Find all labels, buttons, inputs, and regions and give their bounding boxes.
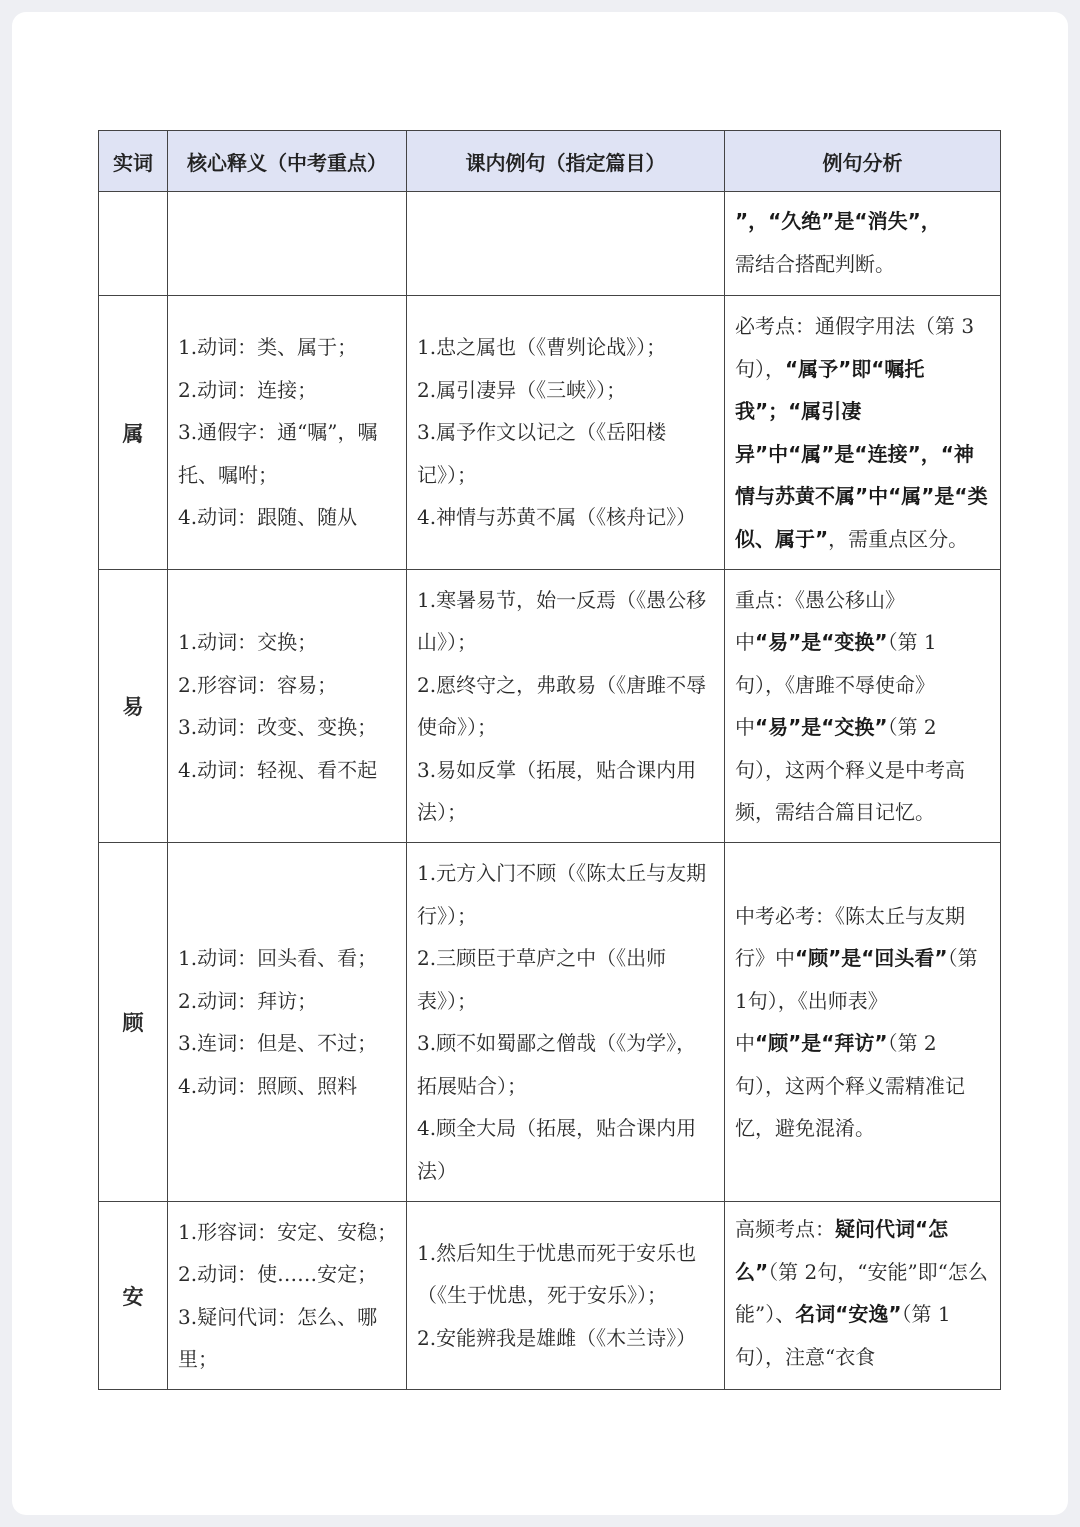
example-cell [407, 192, 725, 296]
analysis-text: （第 1 句），《唐雎不辱使命》中 [735, 630, 937, 739]
meaning-item: 1.动词：回头看、看； [178, 946, 378, 970]
meaning-item: 4.动词：轻视、看不起 [178, 757, 378, 782]
table-row [99, 570, 1001, 843]
analysis-text: ，需重点区分。 [828, 526, 969, 551]
word-cell: 顾 [99, 843, 168, 1202]
example-item: 2.安能辨我是雄雌（《木兰诗》） [417, 1325, 697, 1350]
word-cell [99, 192, 168, 296]
analysis-text: 需结合搭配判断。 [735, 251, 895, 276]
example-item: 1.然后知生于忧患而死于安乐也（《生于忧患，死于安乐》）； [417, 1240, 697, 1308]
analysis-bold-text: “易”是“变换” [755, 630, 888, 654]
analysis-text: 中考必考：《陈太丘与友期行》中 [735, 903, 965, 970]
meaning-item: 1.动词：交换； [178, 630, 318, 654]
analysis-text: （第 2句，“安能”即“怎么能”）、 [735, 1259, 988, 1326]
table-row [99, 192, 1001, 296]
analysis-bold-text: “顾”是“拜访” [755, 1031, 888, 1055]
word-cell: 属 [99, 296, 168, 570]
table-header-row [99, 131, 1001, 192]
meaning-item: 1.形容词：安定、安稳； [178, 1219, 398, 1244]
header-example-analysis: 例句分析 [725, 131, 1001, 192]
meaning-item: 3.通假字：通“嘱”，嘱托、嘱咐； [178, 420, 378, 487]
analysis-text: 高频考点： [735, 1217, 835, 1241]
analysis-bold-text: “顾”是“回头看” [795, 946, 948, 970]
analysis-bold-text: “属予”即“嘱托我”；“属引凄异”中“属”是“连接”，“神情与苏黄不属”中“属”是“类似、属于” [735, 356, 988, 551]
example-cell [407, 570, 725, 843]
analysis-cell [725, 843, 1001, 1202]
document-page [12, 12, 1068, 1515]
example-item: 3.属予作文以记之（《岳阳楼记》）； [417, 420, 667, 487]
example-cell [407, 843, 725, 1202]
example-item: 4.神情与苏黄不属（《核舟记》） [417, 505, 697, 530]
analysis-text: 必考点：通假字用法（第 3 句）， [735, 314, 975, 381]
meaning-item: 4.动词：跟随、随从 [178, 505, 358, 530]
example-item: 1.忠之属也（《曹刿论战》）； [417, 335, 667, 360]
meaning-cell [168, 843, 407, 1202]
example-item: 1.元方入门不顾（《陈太丘与友期行》）； [417, 861, 707, 928]
example-item: 3.易如反掌（拓展，贴合课内用法）； [417, 757, 697, 824]
analysis-cell [725, 296, 1001, 570]
analysis-bold-text: 名词“安逸” [795, 1302, 902, 1326]
header-core-meaning: 核心释义（中考重点） [168, 131, 407, 192]
meaning-item: 3.动词：改变、变换； [178, 715, 378, 739]
analysis-bold-text: 疑问代词“怎么” [735, 1217, 949, 1284]
analysis-paragraph [735, 895, 992, 1150]
analysis-bold-text: “易”是“交换” [755, 715, 888, 739]
example-cell [407, 1202, 725, 1390]
example-item: 2.三顾臣于草庐之中（《出师表》）； [417, 946, 667, 1013]
vocabulary-table [98, 130, 1001, 1390]
meaning-cell [168, 1202, 407, 1390]
analysis-paragraph [735, 579, 992, 834]
table-row [99, 1202, 1001, 1390]
analysis-text: 重点：《愚公移山》中 [735, 587, 905, 654]
example-cell [407, 296, 725, 570]
header-word: 实词 [99, 131, 168, 192]
meaning-item: 1.动词：类、属于； [178, 335, 358, 360]
analysis-cell [725, 1202, 1001, 1390]
analysis-paragraph [735, 200, 992, 243]
meaning-item: 2.动词：使……安定； [178, 1262, 378, 1286]
meaning-item: 4.动词：照顾、照料 [178, 1073, 358, 1098]
meaning-item: 3.疑问代词：怎么、哪里； [178, 1304, 378, 1371]
header-textbook-examples: 课内例句（指定篇目） [407, 131, 725, 192]
analysis-cell [725, 570, 1001, 843]
example-item: 4.顾全大局（拓展，贴合课内用法） [417, 1116, 697, 1183]
analysis-text: （第 2 句），这两个释义是中考高频，需结合篇目记忆。 [735, 715, 965, 824]
table-row [99, 296, 1001, 570]
meaning-cell [168, 192, 407, 296]
example-item: 1.寒暑易节，始一反焉（《愚公移山》）； [417, 587, 707, 654]
meaning-item: 2.形容词：容易； [178, 672, 338, 697]
meaning-item: 2.动词：拜访； [178, 988, 318, 1013]
analysis-paragraph [735, 243, 992, 286]
analysis-text: （第 2 句），这两个释义需精准记忆，避免混淆。 [735, 1031, 965, 1140]
analysis-text: （第 1句），注意“衣食 [735, 1302, 951, 1369]
analysis-bold-text: ”，“久绝”是“消失”， [735, 209, 941, 233]
meaning-cell [168, 570, 407, 843]
analysis-paragraph [735, 305, 992, 560]
example-item: 2.愿终守之，弗敢易（《唐雎不辱使命》）； [417, 672, 707, 739]
word-cell: 安 [99, 1202, 168, 1390]
example-item: 3.顾不如蜀鄙之僧哉（《为学》，拓展贴合）； [417, 1031, 697, 1098]
meaning-item: 2.动词：连接； [178, 377, 318, 402]
meaning-item: 3.连词：但是、不过； [178, 1031, 378, 1055]
analysis-cell [725, 192, 1001, 296]
meaning-cell [168, 296, 407, 570]
analysis-text: （第 1句），《出师表》中 [735, 946, 978, 1055]
word-cell: 易 [99, 570, 168, 843]
analysis-paragraph [735, 1208, 992, 1378]
table-row [99, 843, 1001, 1202]
example-item: 2.属引凄异（《三峡》）； [417, 377, 627, 402]
